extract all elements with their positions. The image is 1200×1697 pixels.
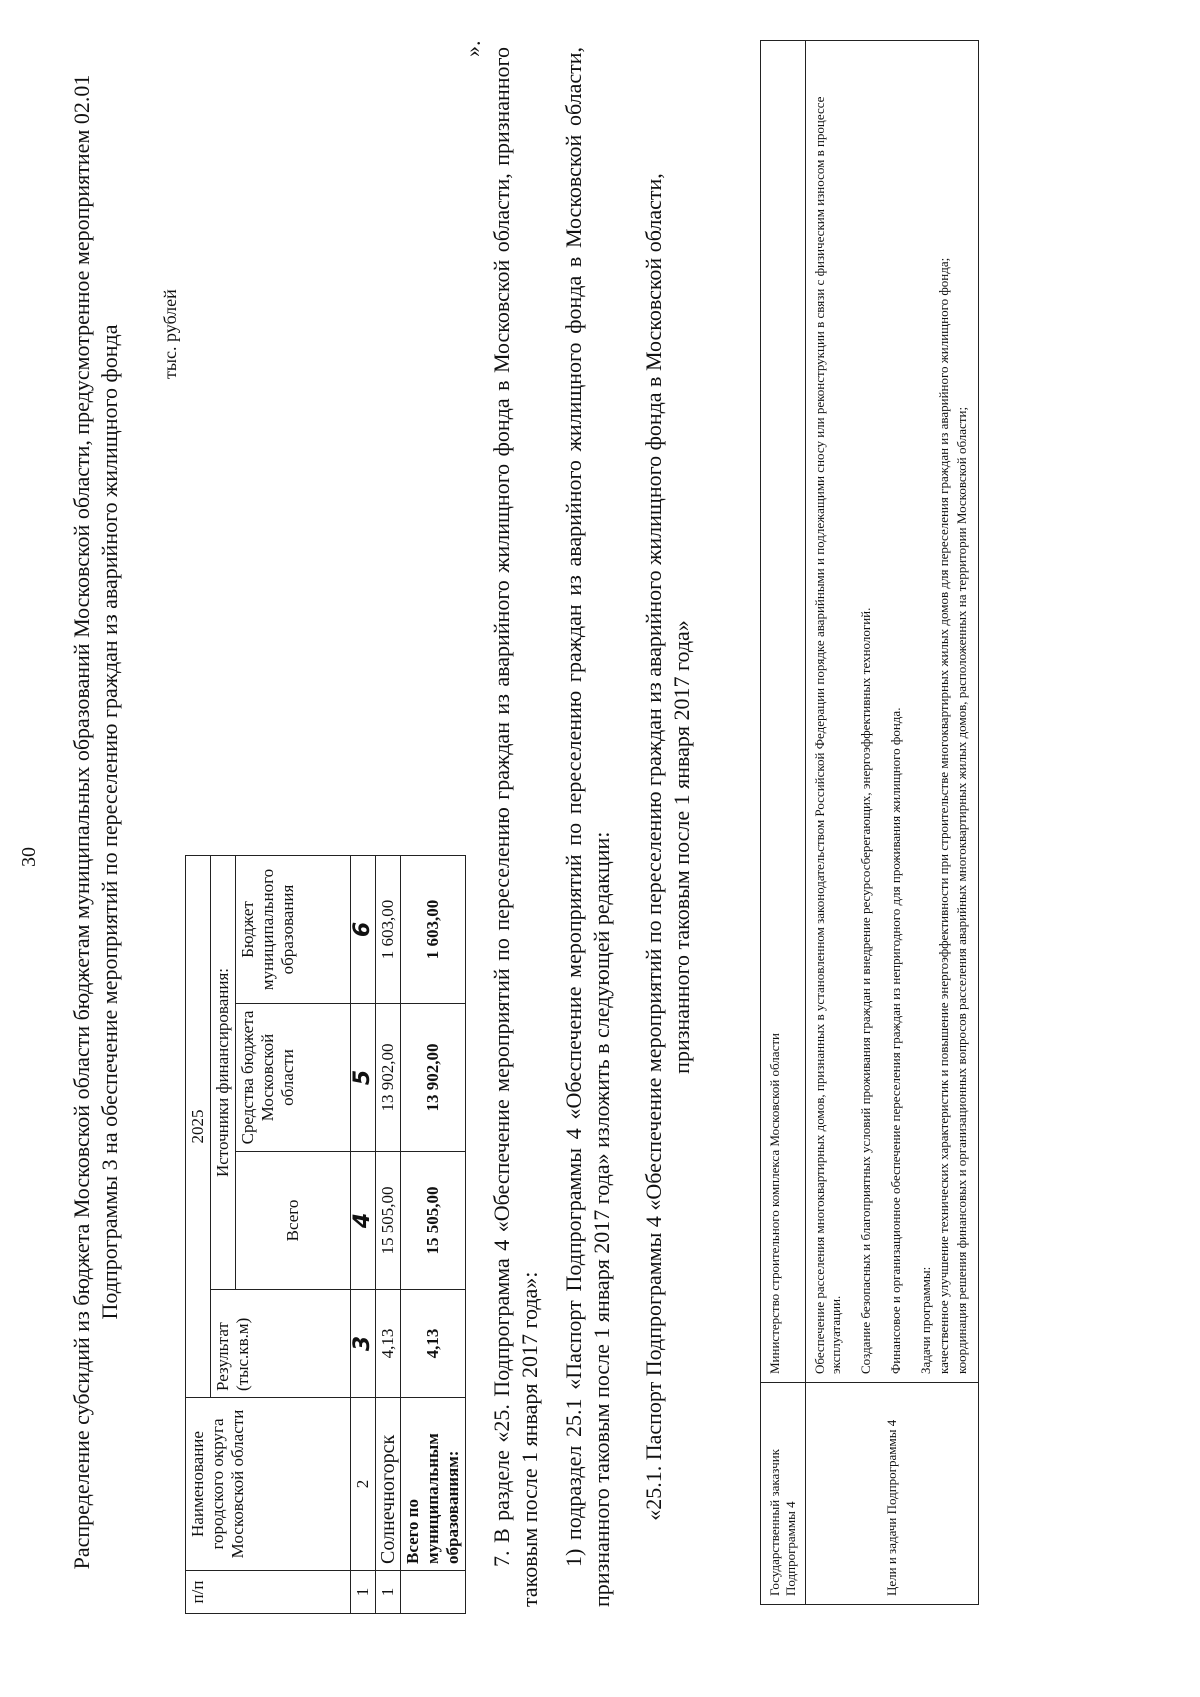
total-result: 4,13 — [401, 1290, 466, 1398]
row-district-name: Солнечногорск — [376, 1398, 401, 1571]
item-1-paragraph: 1) подраздел 25.1 «Паспорт Подпрограммы 4 «Обеспечение мероприятий по переселению граждан из аварийного жилищного фонда в Московской области, признанного таковым после 1 января 2017 года» изложить в следующей редакции: — [561, 47, 614, 1607]
goal-item: Обеспечение расселения многоквартирных домов, признанных в установленном законодательством Российской Федерации порядке аварийными и подлежащими сносу или реконструкции в связи с физическим износом в процессе эксплуатации. — [812, 96, 843, 1374]
total-row — [401, 856, 466, 1614]
header-sources: Источники финансирования: — [211, 856, 236, 1290]
column-number: 4 — [351, 1152, 376, 1290]
header-regional-budget: Средства бюджета Московской области — [236, 1004, 351, 1152]
column-number: 6 — [351, 856, 376, 1004]
customer-value: Министерство строительного комплекса Московской области — [761, 41, 806, 1383]
column-number: 5 — [351, 1004, 376, 1152]
column-number-row — [351, 856, 376, 1614]
header-np: п/п — [186, 1571, 351, 1614]
passport-table — [760, 40, 979, 1605]
total-regional: 13 902,00 — [401, 1004, 466, 1152]
column-number: 3 — [351, 1290, 376, 1398]
closing-quote: ». — [460, 40, 485, 57]
header-year: 2025 — [186, 856, 211, 1398]
row-regional: 13 902,00 — [376, 1004, 401, 1152]
row-result: 4,13 — [376, 1290, 401, 1398]
section-heading: Распределение субсидий из бюджета Московской области бюджетам муниципальных образований Московской области, предусмотренное мероприятием 02.01 Подпрограммы 3 на обеспечение мероприятий по переселению граждан из аварийного жилищного фонда — [69, 74, 122, 1570]
column-number: 2 — [351, 1398, 376, 1571]
header-total: Всего — [236, 1152, 351, 1290]
goal-item: Создание безопасных и благоприятных условий проживания граждан и внедрение ресурсосберегающих, энергоэффективных технологий. — [858, 607, 873, 1374]
column-number: 1 — [351, 1571, 376, 1614]
customer-label: Государственный заказчик Подпрограммы 4 — [761, 1383, 806, 1605]
passport-subtitle: «25.1. Паспорт Подпрограммы 4 «Обеспечение мероприятий по переселению граждан из аварийного жилищного фонда в Московской области, признанного таковым после 1 января 2017 года» — [641, 173, 694, 1521]
total-label: Всего по муниципальным образованиям: — [401, 1398, 466, 1571]
page-number: 30 — [18, 847, 40, 867]
goals-cell — [806, 41, 979, 1383]
header-district-name: Наименование городского округа Московской области — [186, 1398, 351, 1571]
subsidy-table — [185, 855, 466, 1614]
task-item: качественное улучшение технических характеристик и повышение энергоэффективности при строительстве многоквартирных жилых домов для переселения граждан из аварийного жилищного фонда; — [936, 257, 951, 1374]
row-total: 15 505,00 — [376, 1152, 401, 1290]
total-municipal: 1 603,00 — [401, 856, 466, 1004]
row-municipal: 1 603,00 — [376, 856, 401, 1004]
goals-label: Цели и задачи Подпрограммы 4 — [806, 1383, 979, 1605]
total-total: 15 505,00 — [401, 1152, 466, 1290]
task-item: координация решения финансовых и организационных вопросов расселения аварийных многоквартирных жилых домов, расположенных на территории Московской области; — [954, 406, 969, 1374]
tasks-heading: Задачи программы: — [918, 1266, 933, 1374]
goal-item: Финансовое и организационное обеспечение переселения граждан из непригодного для проживания жилищного фонда. — [888, 707, 903, 1374]
row-np: 1 — [376, 1571, 401, 1614]
item-7-paragraph: 7. В разделе «25. Подпрограмма 4 «Обеспечение мероприятий по переселению граждан из аварийного жилищного фонда в Московской области, признанного таковым после 1 января 2017 года»: — [489, 47, 542, 1607]
header-result: Результат (тыс.кв.м) — [211, 1290, 351, 1398]
header-municipal-budget: Бюджет муниципального образования — [236, 856, 351, 1004]
table-row — [376, 856, 401, 1614]
unit-label: тыс. рублей — [160, 289, 180, 379]
